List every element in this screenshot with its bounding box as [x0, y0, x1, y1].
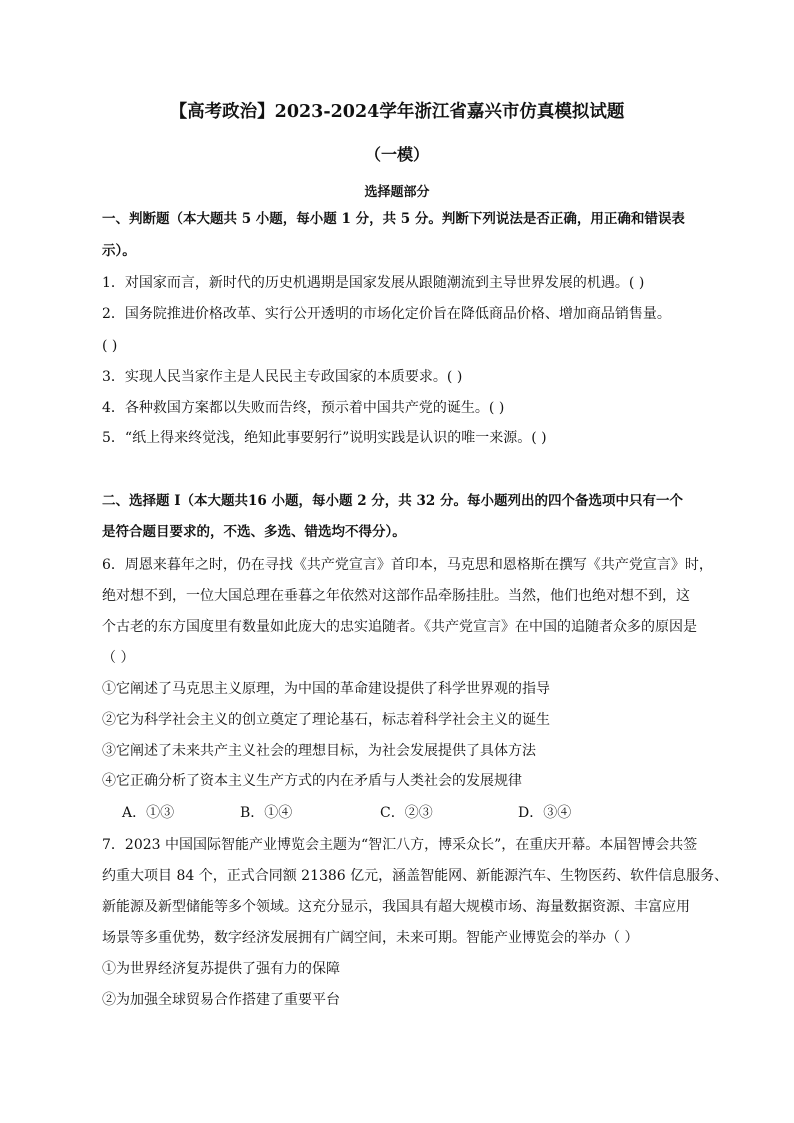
question-1: 1．对国家而言，新时代的历史机遇期是国家发展从跟随潮流到主导世界发展的机遇。( ) [102, 275, 645, 291]
question-6-option-c: C．②③ [380, 805, 433, 821]
question-2-blank: ( ) [102, 338, 118, 354]
section2-heading-line1: 二、选择题 I（本大题共16 小题，每小题 2 分，共 32 分。每小题列出的四个备选项中只有一个 [102, 493, 683, 509]
section1-heading-line2: 示）。 [102, 243, 136, 259]
question-6-blank: （ ） [102, 650, 135, 666]
question-7-line4: 场景等多重优势，数字经济发展拥有广阔空间，未来可期。智能产业博览会的举办（ ） [102, 930, 639, 946]
question-7-line3: 新能源及新型储能等多个领域。这充分显示，我国具有超大规模市场、海量数据资源、丰富应用 [102, 899, 690, 915]
question-6-option-a: A．①③ [122, 805, 175, 821]
question-4: 4．各种救国方案都以失败而告终，预示着中国共产党的诞生。( ) [102, 400, 505, 416]
question-6-line3: 个古老的东方国度里有数量如此庞大的忠实追随者。《共产党宣言》在中国的追随者众多的原因是 [102, 619, 697, 635]
question-5: 5．“纸上得来终觉浅，绝知此事要躬行”说明实践是认识的唯一来源。( ) [102, 430, 547, 446]
question-6-line1: 6．周恩来暮年之时，仍在寻找《共产党宣言》首印本，马克思和恩格斯在撰写《共产党宣言》时， [102, 557, 713, 573]
question-6-statement-1: ①它阐述了马克思主义原理，为中国的革命建设提供了科学世界观的指导 [102, 681, 550, 697]
section1-heading-line1: 一、判断题（本大题共 5 小题，每小题 1 分，共 5 分。判断下列说法是否正确，用正确和错误表 [102, 211, 685, 227]
question-7-statement-1: ①为世界经济复苏提供了强有力的保障 [102, 961, 340, 977]
question-7-statement-2: ②为加强全球贸易合作搭建了重要平台 [102, 992, 340, 1008]
question-7-line2: 约重大项目 84 个，正式合同额 21386 亿元，涵盖智能网、新能源汽车、生物医药、软件信息服务、 [102, 868, 729, 884]
question-6-option-d: D．③④ [518, 805, 572, 821]
section2-heading-line2: 是符合题目要求的，不选、多选、错选均不得分）。 [102, 524, 406, 540]
question-7-line1: 7．2023 中国国际智能产业博览会主题为“智汇八方，博采众长”，在重庆开幕。本届智博会共签 [102, 837, 698, 853]
question-3: 3．实现人民当家作主是人民民主专政国家的本质要求。( ) [102, 369, 463, 385]
question-6-statement-3: ③它阐述了未来共产主义社会的理想目标，为社会发展提供了具体方法 [102, 743, 536, 759]
question-6-line2: 绝对想不到，一位大国总理在垂暮之年依然对这部作品牵肠挂肚。当然，他们也绝对想不到，这 [102, 588, 690, 604]
page-subtitle: （一模） [364, 145, 429, 164]
page-title: 【高考政治】2023-2024学年浙江省嘉兴市仿真模拟试题 [169, 102, 625, 122]
question-6-option-b: B．①④ [240, 805, 293, 821]
question-2: 2．国务院推进价格改革、实行公开透明的市场化定价旨在降低商品价格、增加商品销售量。 [102, 306, 671, 322]
question-6-statement-4: ④它正确分析了资本主义生产方式的内在矛盾与人类社会的发展规律 [102, 773, 522, 789]
part-heading: 选择题部分 [364, 185, 430, 200]
question-6-statement-2: ②它为科学社会主义的创立奠定了理论基石，标志着科学社会主义的诞生 [102, 712, 550, 728]
